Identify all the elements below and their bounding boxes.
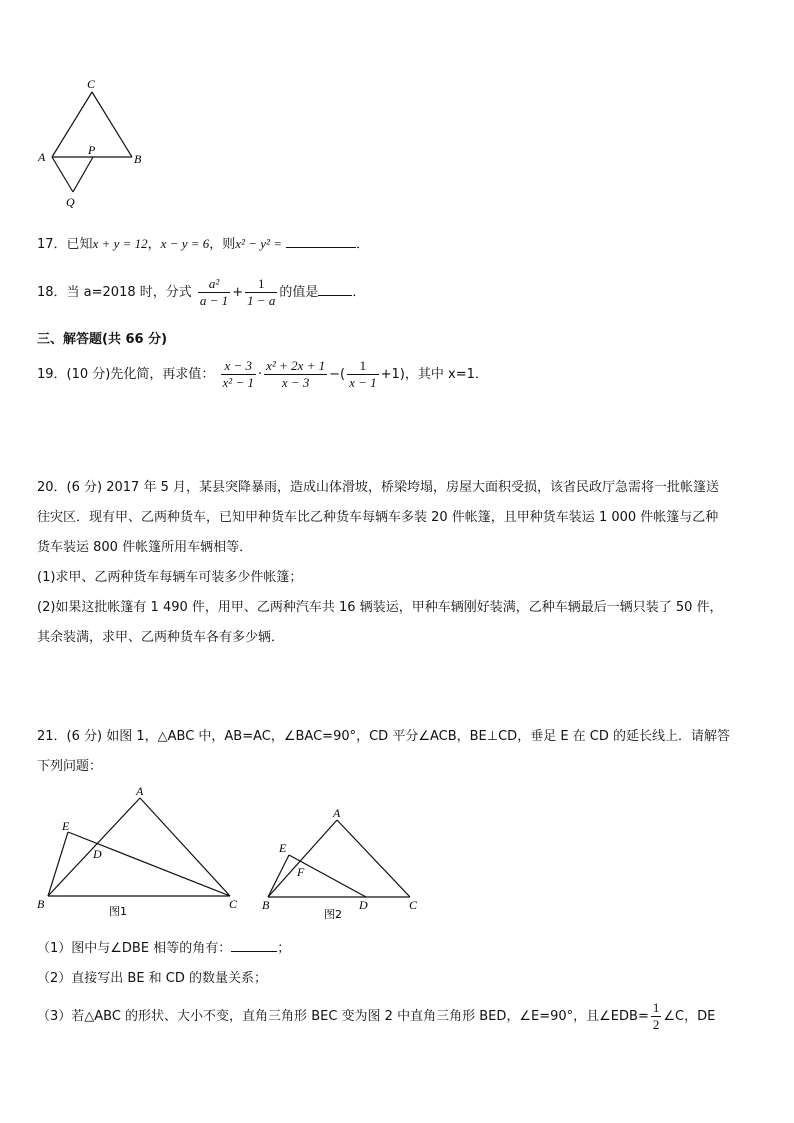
q19-f1-num: x − 3 [221, 358, 256, 375]
q18-fraction-2 [245, 276, 277, 309]
label-q: Q [66, 195, 75, 209]
q19-text-before: 先化简，再求值： [110, 367, 215, 382]
fig1-segment-ec [68, 832, 230, 896]
q18-answer-blank[interactable] [318, 295, 352, 296]
q18-frac1-num: a² [198, 276, 230, 293]
q20-line-1: 20．(6 分) 2017 年 5 月，某县突降暴雨，造成山体滑坡，桥梁垮塌，房屋大面积受损，该省民政厅急需将一批帐篷送 [37, 480, 719, 495]
figure-triangle-apq [30, 75, 160, 215]
q18-fraction-1 [198, 276, 230, 309]
label-c: C [87, 77, 96, 91]
q21-sub-2: （2）直接写出 BE 和 CD 的数量关系； [37, 971, 268, 986]
figure-2 [255, 800, 435, 925]
figure-1 [32, 780, 252, 925]
q19-f3-den: x − 1 [349, 375, 377, 390]
section-3-title: 三、解答题(共 66 分) [37, 332, 168, 347]
q18-number: 18． [37, 285, 67, 300]
q17-prefix: 已知 [66, 237, 93, 252]
fig2-label-f: F [297, 865, 305, 879]
fig1-segment-be [48, 832, 68, 896]
q21-line-1: 21．(6 分) 如图 1，△ABC 中，AB=AC，∠BAC=90°，CD 平分∠ACB，BE⊥CD，垂足 E 在 CD 的延长线上．请解答 [37, 729, 731, 744]
fig1-label-b: B [37, 897, 45, 911]
q19-fraction-3 [347, 358, 379, 391]
q18-text-after: 的值是 [279, 285, 319, 300]
fig2-label-c: C [409, 898, 418, 912]
q20-line-2: 往灾区．现有甲、乙两种货车，已知甲种货车比乙种货车每辆车多装 20 件帐篷，且甲种货车装运 1 000 件帐篷与乙种 [37, 510, 719, 525]
q18-end: ． [352, 285, 366, 300]
q19-minus-paren: −( [329, 367, 346, 382]
q20-sub-2-line-2: 其余装满，求甲、乙两种货车各有多少辆． [37, 630, 285, 645]
fig1-label-e: E [62, 819, 70, 833]
fig1-caption: 图1 [109, 905, 127, 918]
q21-sub-3-before: （3）若△ABC 的形状、大小不变，直角三角形 BEC 变为图 2 中直角三角形 BED，∠E=90°，且∠EDB= [37, 1009, 649, 1024]
fig1-label-d: D [93, 847, 102, 861]
segment-ca [52, 92, 92, 157]
q18-frac2-num: 1 [245, 276, 277, 293]
question-18 [37, 276, 365, 309]
segment-cb [92, 92, 132, 157]
fig2-segment-be [268, 855, 289, 897]
fig1-label-c: C [229, 897, 238, 911]
label-a: A [38, 150, 46, 164]
fig2-caption: 图2 [324, 908, 342, 921]
q18-plus: + [232, 285, 244, 300]
q19-f1-den: x² − 1 [222, 375, 254, 390]
q19-dot: · [257, 367, 263, 382]
fig2-label-b: B [262, 898, 270, 912]
fig2-label-e: E [279, 841, 287, 855]
fig2-segment-ba [268, 820, 337, 897]
q19-score: (10 分) [66, 367, 111, 382]
fig1-label-a: A [136, 784, 144, 798]
q19-f2-den: x − 3 [281, 375, 310, 390]
q21-sub-1-blank[interactable] [231, 951, 277, 952]
q21-sub-3-frac-den: 2 [652, 1017, 660, 1032]
segment-aq [52, 157, 73, 192]
label-p: P [88, 143, 96, 157]
question-17 [37, 233, 369, 252]
question-19 [37, 358, 488, 391]
fig2-label-d: D [359, 898, 368, 912]
q20-sub-1: (1)求甲、乙两种货车每辆车可装多少件帐篷； [37, 570, 303, 585]
q21-sub-3 [37, 1000, 715, 1033]
question-20 [37, 473, 759, 653]
q21-sub-3-after: ∠C，DE [663, 1009, 716, 1024]
q20-sub-2-line-1: (2)如果这批帐篷有 1 490 件，用甲、乙两种汽车共 16 辆装运，甲种车辆刚好装满，乙种车辆最后一辆只装了 50 件， [37, 600, 723, 615]
fig1-segment-ac [140, 798, 230, 896]
q21-sub-3-frac-num: 1 [652, 1000, 660, 1015]
q18-text-before: 当 a=2018 时，分式 [66, 285, 192, 300]
q18-frac2-den: 1 − a [247, 293, 276, 308]
label-b: B [134, 152, 142, 166]
q21-sub-3-fraction [651, 1000, 662, 1033]
q17-answer-blank[interactable] [286, 247, 356, 248]
q17-sep: ， [147, 237, 161, 252]
q19-f2-num: x² + 2x + 1 [266, 358, 326, 373]
q19-fraction-1 [221, 358, 256, 391]
q20-line-3: 货车装运 800 件帐篷所用车辆相等． [37, 540, 253, 555]
q21-line-2: 下列问题： [37, 759, 103, 774]
segment-pq [73, 157, 93, 192]
question-21 [37, 722, 759, 782]
q18-frac1-den: a − 1 [199, 293, 229, 308]
q19-text-after: ，其中 x=1． [404, 367, 488, 382]
q17-eq2: x − y = 6 [160, 236, 210, 251]
q19-fraction-2 [264, 358, 327, 391]
q17-number: 17． [37, 237, 67, 252]
q17-eq1: x + y = 12 [92, 236, 148, 251]
q19-f3-num: 1 [347, 358, 379, 375]
fig2-segment-ac [337, 820, 410, 897]
fig2-label-a: A [333, 806, 341, 820]
q19-number: 19． [37, 367, 67, 382]
q17-expr: x² − y² = [235, 236, 282, 251]
q21-sub-1-end: ； [277, 941, 291, 956]
q21-sub-1-text: （1）图中与∠DBE 相等的角有： [37, 941, 232, 956]
q17-then: ，则 [209, 237, 236, 252]
q21-sub-1 [37, 937, 290, 956]
q17-end: ． [356, 237, 370, 252]
q19-plus-one: +1) [380, 367, 405, 382]
